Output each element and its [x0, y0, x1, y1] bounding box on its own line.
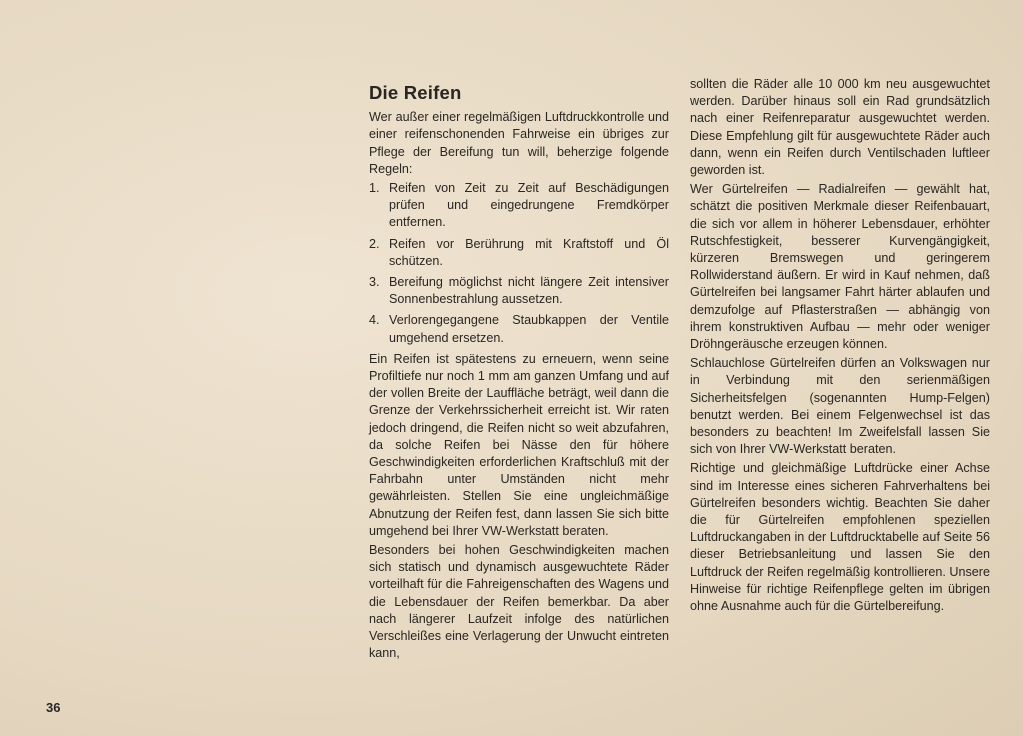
list-item: [369, 180, 669, 232]
rules-list: [369, 180, 669, 347]
list-number: 2.: [369, 236, 380, 251]
list-number: 1.: [369, 181, 380, 196]
list-text: Bereifung möglichst nicht längere Zeit intensiver Sonnenbestrahlung aussetzen.: [389, 275, 669, 307]
body-paragraph: sollten die Räder alle 10 000 km neu ausgewuchtet werden. Darüber hinaus soll ein Rad grundsätzlich nach einer Reifenreparatur ausgewuchtet werden. Diese Empfehlung gilt für ausgewuchtete Räder auch dann, wenn ein Reifen durch Ventilschaden luftleer geworden ist.: [690, 77, 990, 178]
intro-paragraph: Wer außer einer regelmäßigen Luftdruckkontrolle und einer reifenschonenden Fahrweise ein übriges zur Pflege der Bereifung tun will, beherzige folgende Regeln:: [369, 110, 669, 176]
list-item: [369, 236, 669, 270]
list-text: Verlorengegangene Staubkappen der Ventile umgehend ersetzen.: [389, 313, 669, 345]
body-paragraph: Wer Gürtelreifen — Radialreifen — gewählt hat, schätzt die positiven Merkmale dieser Reifenbauart, die sich vor allem in höherer Lebensdauer, erhöhter Rutschfestigkeit, besserer Kurvengängigkeit, kürzeren Bremswegen und geringerem Rollwiderstand äußern. Er wird in Kauf nehmen, daß Gürtelreifen bei langsamer Fahrt härter ablaufen und demzufolge auf Pflasterstraßen — abhängig von ihrem konstruktiven Aufbau — mehr oder weniger Dröhngeräusche erzeugen können.: [690, 182, 990, 352]
page-number: 36: [46, 700, 61, 715]
body-paragraph: Ein Reifen ist spätestens zu erneuern, wenn seine Profiltiefe nur noch 1 mm am ganzen Umfang und auf der vollen Breite der Lauffläche beträgt, weil dann die Grenze der Verkehrssicherheit erreicht ist. Wir raten jedoch dringend, die Reifen nicht so weit abzufahren, da solche Reifen bei Nässe den für höhere Geschwindigkeiten erforderlichen Kraftschluß mit der Fahrbahn unter Umständen nicht mehr gewährleisten. Stellen Sie eine ungleichmäßige Abnutzung der Reifen fest, dann lassen Sie sich bitte umgehend bei Ihrer VW-Werkstatt beraten.: [369, 351, 669, 538]
list-number: 3.: [369, 275, 380, 290]
body-paragraph: Besonders bei hohen Geschwindigkeiten machen sich statisch und dynamisch ausgewuchtete Räder vorteilhaft für die Fahreigenschaften des Wagens und die Lebensdauer der Reifen bemerkbar. Da aber nach längerer Laufzeit infolge des natürlichen Verschleißes eine Verlagerung der Unwucht eintreten kann,: [369, 543, 669, 661]
page-title: Die Reifen: [369, 82, 462, 103]
list-text: Reifen vor Berührung mit Kraftstoff und Öl schützen.: [389, 236, 669, 268]
left-column: [369, 84, 669, 665]
list-number: 4.: [369, 313, 380, 328]
list-text: Reifen von Zeit zu Zeit auf Beschädigungen prüfen und eingedrungene Fremdkörper entfernen.: [389, 181, 669, 230]
list-item: [369, 274, 669, 308]
body-paragraph: Schlauchlose Gürtelreifen dürfen an Volkswagen nur in Verbindung mit den serienmäßigen Sicherheitsfelgen (sogenannten Hump-Felgen) benutzt werden. Bei einem Felgenwechsel ist das besonders zu beachten! Im Zweifelsfall lassen Sie sich von Ihrer VW-Werkstatt beraten.: [690, 356, 990, 457]
list-item: [369, 312, 669, 346]
right-column: [690, 76, 990, 617]
body-paragraph: Richtige und gleichmäßige Luftdrücke einer Achse sind im Interesse eines sicheren Fahrverhaltens bei Gürtelreifen besonders wichtig. Beachten Sie daher die für Gürtelreifen empfohlenen speziellen Luftdruckangaben in der Luftdrucktabelle auf Seite 56 dieser Betriebsanleitung und lassen Sie den Luftdruck der Reifen regelmäßig kontrollieren. Unsere Hinweise für richtige Reifenpflege gelten im übrigen ohne Ausnahme auch für die Gürtelbereifung.: [690, 461, 990, 614]
